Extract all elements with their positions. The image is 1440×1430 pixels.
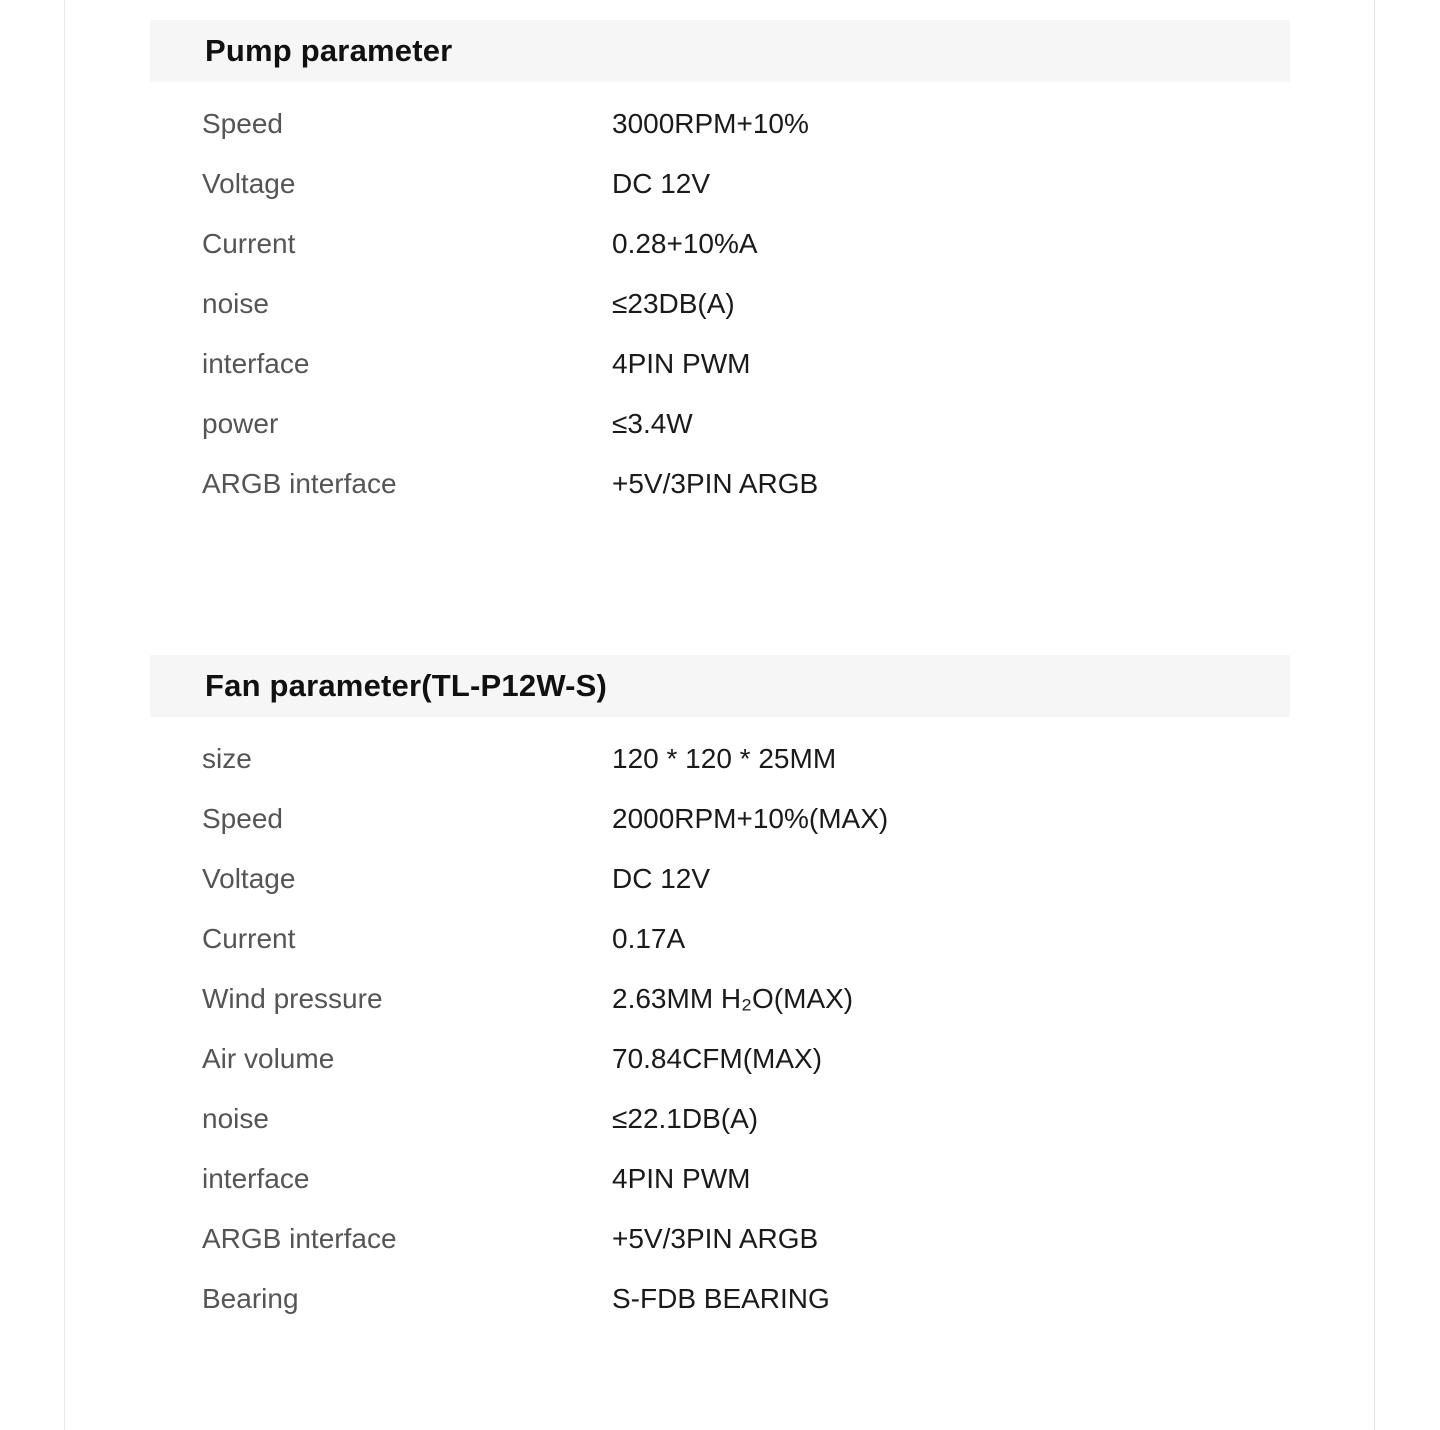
spec-label: Voltage [202, 168, 296, 199]
spec-label: interface [202, 1163, 310, 1194]
spec-value: +5V/3PIN ARGB [612, 1223, 819, 1254]
spec-label: noise [202, 288, 269, 319]
spec-row [202, 803, 1290, 863]
spec-label: Current [202, 228, 296, 259]
spec-label: Speed [202, 108, 283, 139]
spec-label: ARGB interface [202, 1223, 397, 1254]
left-column-rule [64, 0, 65, 1430]
spec-value: ≤23DB(A) [612, 288, 735, 319]
spec-row [202, 468, 1290, 528]
section-header-fan [150, 655, 1290, 717]
spec-table-pump [150, 108, 1290, 528]
spec-row [202, 1043, 1290, 1103]
spec-row [202, 1103, 1290, 1163]
spec-value: 2.63MM H₂O(MAX) [612, 983, 854, 1014]
spec-value: DC 12V [612, 168, 711, 199]
spec-table-fan [150, 743, 1290, 1343]
right-column-rule [1374, 0, 1375, 1430]
spec-row [202, 408, 1290, 468]
spec-value: ≤22.1DB(A) [612, 1103, 759, 1134]
spec-row [202, 168, 1290, 228]
section-title-pump: Pump parameter [205, 33, 453, 68]
spec-value: 4PIN PWM [612, 348, 751, 379]
spec-row [202, 108, 1290, 168]
spec-label: power [202, 408, 279, 439]
spec-label: Current [202, 923, 296, 954]
spec-label: Voltage [202, 863, 296, 894]
spec-row [202, 863, 1290, 923]
spec-value: 70.84CFM(MAX) [612, 1043, 823, 1074]
spec-label: Air volume [202, 1043, 335, 1074]
spec-value: +5V/3PIN ARGB [612, 468, 819, 499]
spec-value: S-FDB BEARING [612, 1283, 830, 1314]
section-fan [150, 655, 1290, 1343]
spec-value: 4PIN PWM [612, 1163, 751, 1194]
spec-label: Speed [202, 803, 283, 834]
spec-label: ARGB interface [202, 468, 397, 499]
spec-row [202, 983, 1290, 1043]
spec-value: DC 12V [612, 863, 711, 894]
spec-value: 2000RPM+10%(MAX) [612, 803, 889, 834]
spec-row [202, 1223, 1290, 1283]
spec-label: Bearing [202, 1283, 299, 1314]
spec-label: Wind pressure [202, 983, 383, 1014]
spec-row [202, 288, 1290, 348]
spec-label: size [202, 743, 252, 774]
spec-label: noise [202, 1103, 269, 1134]
spec-value: 3000RPM+10% [612, 108, 809, 139]
spec-row [202, 743, 1290, 803]
section-title-fan: Fan parameter(TL-P12W-S) [205, 668, 608, 703]
spec-value: ≤3.4W [612, 408, 693, 439]
spec-row [202, 228, 1290, 288]
spec-value: 0.28+10%A [612, 228, 758, 259]
spec-row [202, 1163, 1290, 1223]
spec-row [202, 1283, 1290, 1343]
spec-label: interface [202, 348, 310, 379]
spec-row [202, 923, 1290, 983]
spec-value: 120 * 120 * 25MM [612, 743, 837, 774]
section-pump [150, 20, 1290, 528]
spec-value: 0.17A [612, 923, 686, 954]
spec-row [202, 348, 1290, 408]
section-header-pump [150, 20, 1290, 82]
